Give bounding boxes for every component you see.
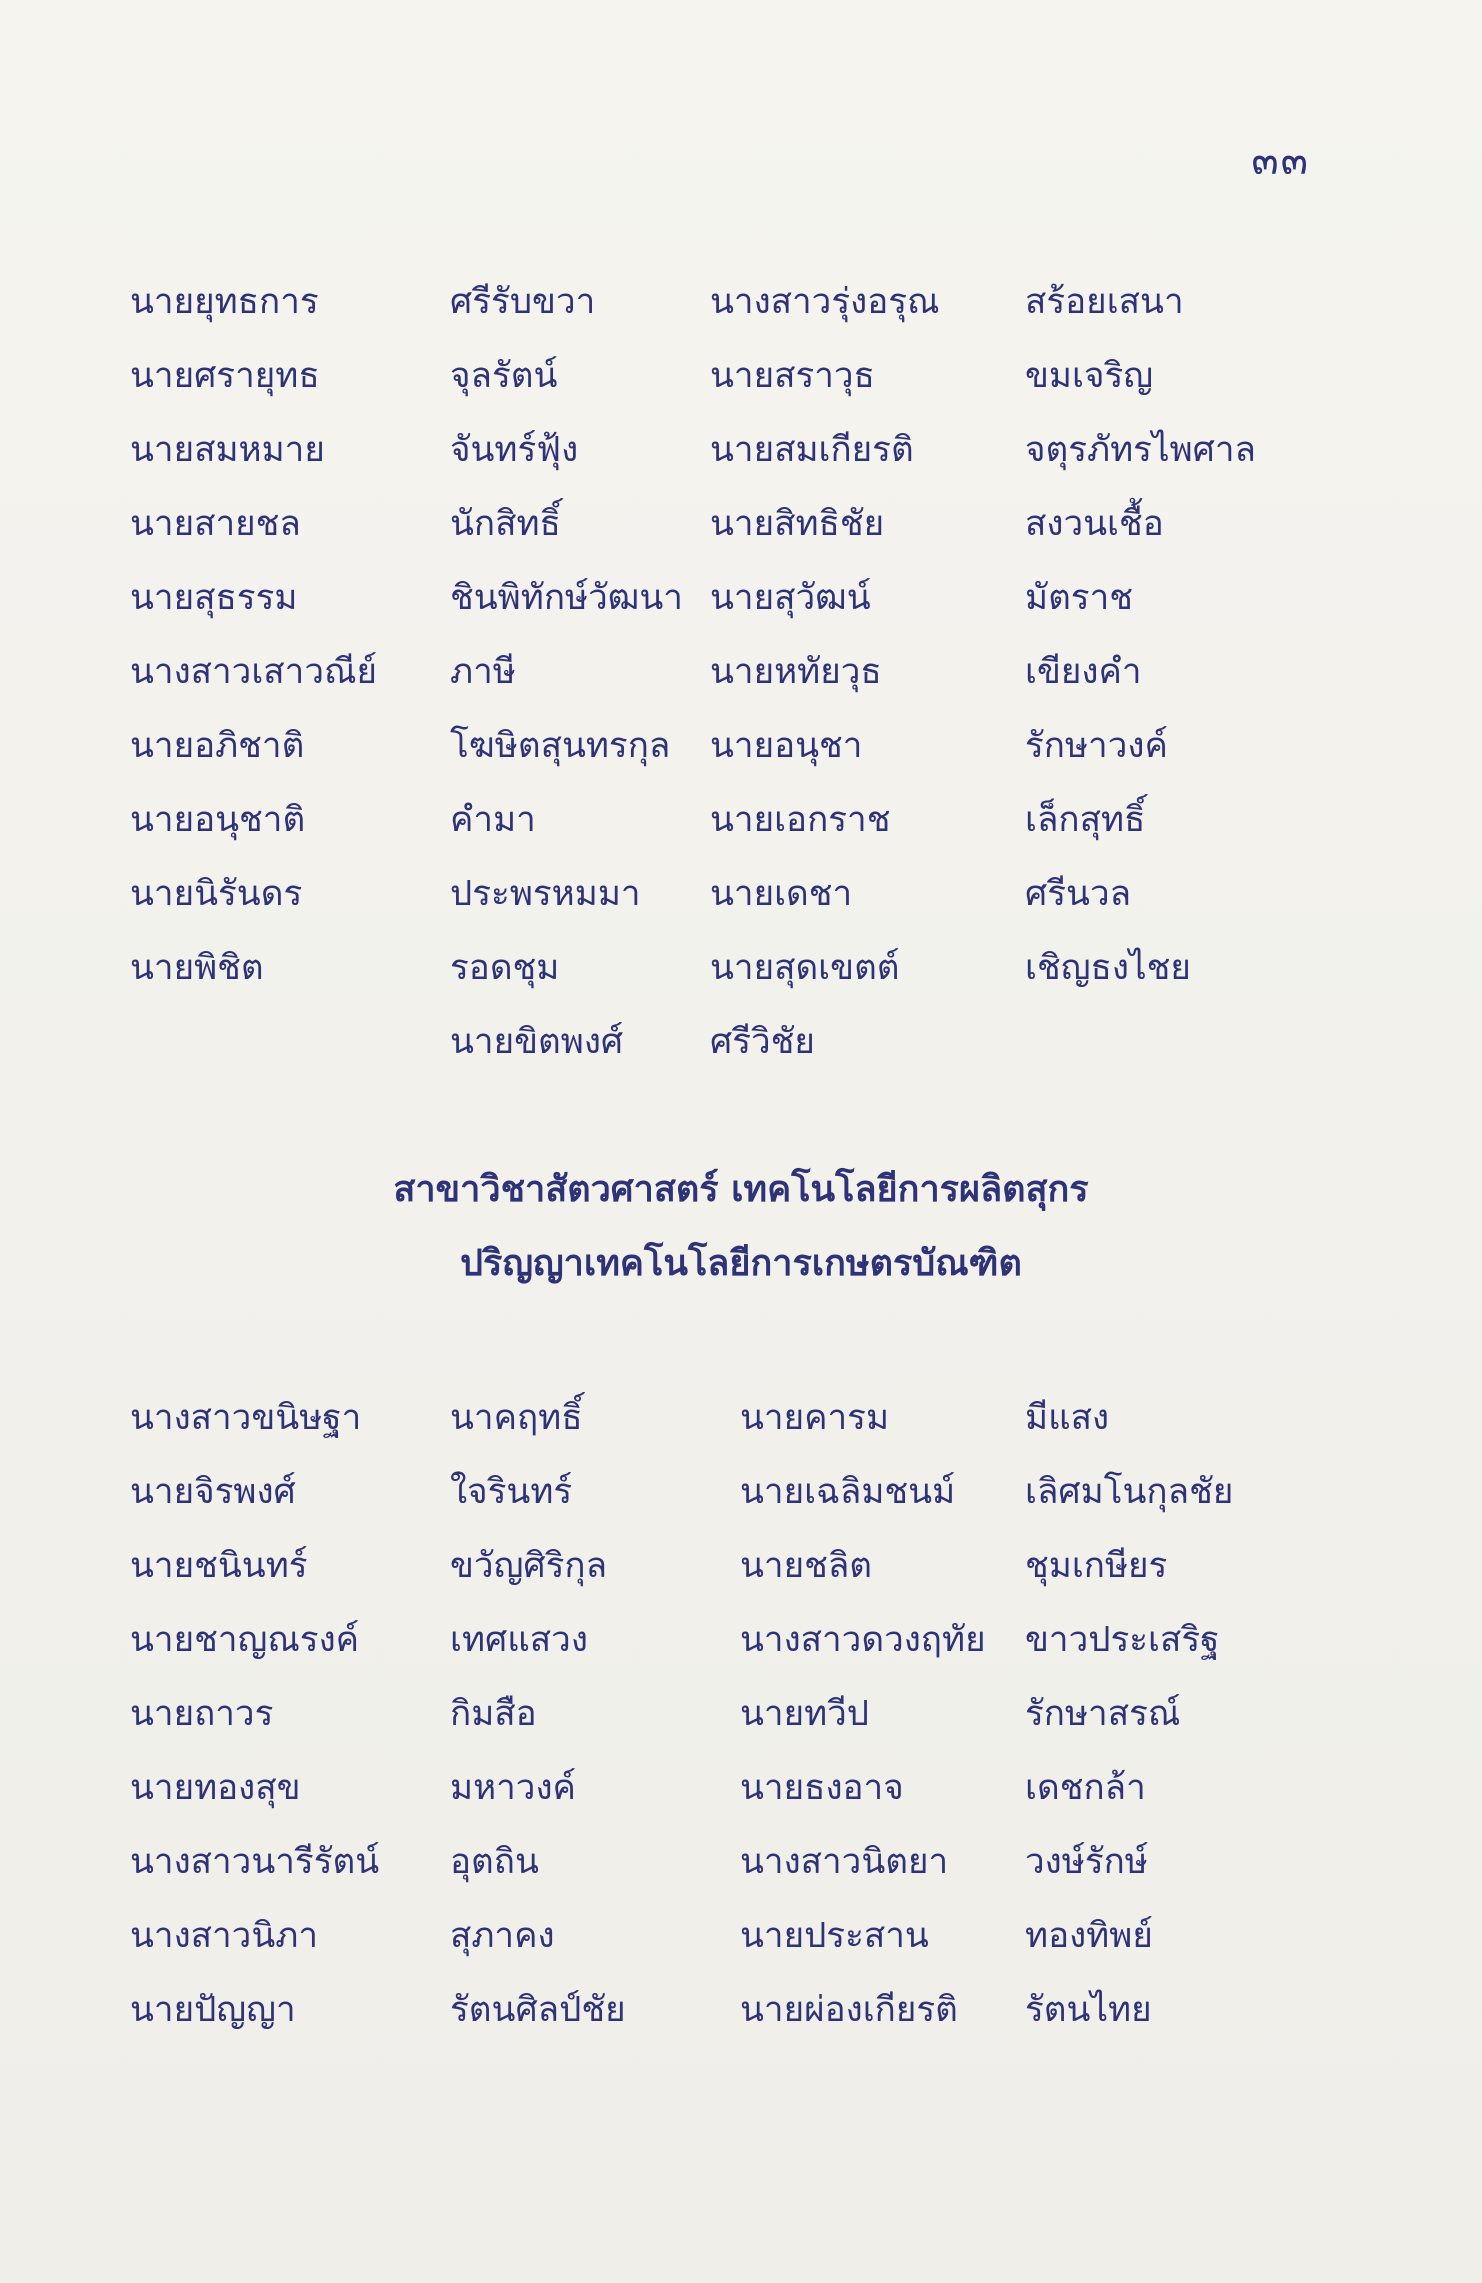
name-row <box>0 1906 1482 1966</box>
first-name: นางสาวเสาวณีย์ <box>130 652 377 692</box>
last-name: สุภาคง <box>450 1916 555 1956</box>
first-name: นายเฉลิมชนม์ <box>740 1472 956 1512</box>
last-name: เล็กสุทธิ์ <box>1025 800 1146 840</box>
last-name: อุตถิน <box>450 1842 539 1882</box>
first-name: นายสมหมาย <box>130 430 325 470</box>
last-name: เทศแสวง <box>450 1620 588 1660</box>
first-name: นายชลิต <box>740 1546 873 1586</box>
last-name: ทองทิพย์ <box>1025 1916 1153 1956</box>
first-name: นายอนุชา <box>710 726 863 766</box>
last-name: เขียงคำ <box>1025 652 1142 692</box>
last-name: วงษ์รักษ์ <box>1025 1842 1148 1882</box>
last-name: โฆษิตสุนทรกุล <box>450 726 671 766</box>
page-number: ๓๓ <box>1251 138 1310 184</box>
last-name: ขาวประเสริฐ <box>1025 1620 1220 1660</box>
last-name: ชุมเกษียร <box>1025 1546 1168 1586</box>
name-row <box>0 494 1482 554</box>
first-name: นายทองสุข <box>130 1768 301 1808</box>
last-name: เลิศมโนกุลชัย <box>1025 1472 1234 1512</box>
first-name: นายชนินทร์ <box>130 1546 308 1586</box>
last-name: ชินพิทักษ์วัฒนา <box>450 578 683 618</box>
first-name: นางสาวขนิษฐา <box>130 1398 362 1438</box>
section-title: สาขาวิชาสัตวศาสตร์ เทคโนโลยีการผลิตสุกร <box>393 1169 1089 1210</box>
first-name: นายนิรันดร <box>130 874 303 914</box>
first-name: นางสาวนิตยา <box>740 1842 949 1882</box>
last-name: รอดชุม <box>450 948 560 988</box>
name-row <box>0 864 1482 924</box>
name-row <box>0 1758 1482 1818</box>
first-name: นายปัญญา <box>130 1990 296 2030</box>
first-name: นายขิตพงศ์ <box>450 1022 624 1062</box>
first-name: นายสราวุธ <box>710 356 875 396</box>
last-name: สงวนเชื้อ <box>1025 504 1164 544</box>
last-name: สร้อยเสนา <box>1025 282 1184 322</box>
first-name: นายผ่องเกียรติ <box>740 1990 958 2030</box>
name-row <box>0 1610 1482 1670</box>
first-name: นางสาวดวงฤทัย <box>740 1620 986 1660</box>
name-row <box>0 1012 1482 1072</box>
last-name: รัตนศิลป์ชัย <box>450 1990 626 2030</box>
first-name: นายเดชา <box>710 874 853 914</box>
first-name: นายทวีป <box>740 1694 870 1734</box>
last-name: มีแสง <box>1025 1398 1110 1438</box>
name-row <box>0 1832 1482 1892</box>
first-name: นายสุดเขตต์ <box>710 948 900 988</box>
first-name: นายอภิชาติ <box>130 726 305 766</box>
name-row <box>0 1388 1482 1448</box>
last-name: รักษาวงค์ <box>1025 726 1168 766</box>
first-name: นายธงอาจ <box>740 1768 904 1808</box>
last-name: คำมา <box>450 800 536 840</box>
last-name: ใจรินทร์ <box>450 1472 573 1512</box>
name-row <box>0 1980 1482 2040</box>
first-name: นายสายชล <box>130 504 301 544</box>
first-name: นายศรายุทธ <box>130 356 320 396</box>
last-name: ขวัญศิริกุล <box>450 1546 608 1586</box>
last-name: จุลรัตน์ <box>450 356 558 396</box>
name-row <box>0 790 1482 850</box>
last-name: จตุรภัทรไพศาล <box>1025 430 1256 470</box>
last-name: เดชกล้า <box>1025 1768 1146 1808</box>
first-name: นายสิทธิชัย <box>710 504 885 544</box>
first-name: นายสุวัฒน์ <box>710 578 871 618</box>
first-name: นางสาวนิภา <box>130 1916 318 1956</box>
first-name: นายคารม <box>740 1398 890 1438</box>
last-name: ศรีนวล <box>1025 874 1132 914</box>
last-name: รัตนไทย <box>1025 1990 1152 2030</box>
name-row <box>0 642 1482 702</box>
name-row <box>0 346 1482 406</box>
first-name: นายพิชิต <box>130 948 264 988</box>
last-name: ขมเจริญ <box>1025 356 1154 396</box>
first-name: นายประสาน <box>740 1916 929 1956</box>
name-row <box>0 938 1482 998</box>
last-name: ศรีวิชัย <box>710 1022 815 1062</box>
first-name: นายชาญณรงค์ <box>130 1620 360 1660</box>
first-name: นายสุธรรม <box>130 578 298 618</box>
first-name: นางสาวรุ่งอรุณ <box>710 282 940 322</box>
last-name: มัตราช <box>1025 578 1134 618</box>
first-name: นายถาวร <box>130 1694 274 1734</box>
first-name: นายหทัยวุธ <box>710 652 882 692</box>
last-name: รักษาสรณ์ <box>1025 1694 1181 1734</box>
last-name: นาคฤทธิ์ <box>450 1398 583 1438</box>
last-name: ประพรหมมา <box>450 874 641 914</box>
name-row <box>0 716 1482 776</box>
last-name: นักสิทธิ์ <box>450 504 561 544</box>
last-name: มหาวงค์ <box>450 1768 576 1808</box>
name-row <box>0 420 1482 480</box>
last-name: จันทร์ฟุ้ง <box>450 430 579 470</box>
first-name: นายสมเกียรติ <box>710 430 914 470</box>
last-name: กิมสือ <box>450 1694 537 1734</box>
name-row <box>0 272 1482 332</box>
name-row <box>0 1684 1482 1744</box>
last-name: เชิญธงไชย <box>1025 948 1191 988</box>
last-name: ภาษี <box>450 652 516 692</box>
first-name: นายอนุชาติ <box>130 800 306 840</box>
first-name: นายยุทธการ <box>130 282 319 322</box>
first-name: นายจิรพงศ์ <box>130 1472 296 1512</box>
section-subtitle: ปริญญาเทคโนโลยีการเกษตรบัณฑิต <box>460 1243 1022 1284</box>
name-row <box>0 1462 1482 1522</box>
name-row <box>0 568 1482 628</box>
first-name: นายเอกราช <box>710 800 891 840</box>
name-row <box>0 1536 1482 1596</box>
last-name: ศรีรับขวา <box>450 282 596 322</box>
first-name: นางสาวนารีรัตน์ <box>130 1842 380 1882</box>
